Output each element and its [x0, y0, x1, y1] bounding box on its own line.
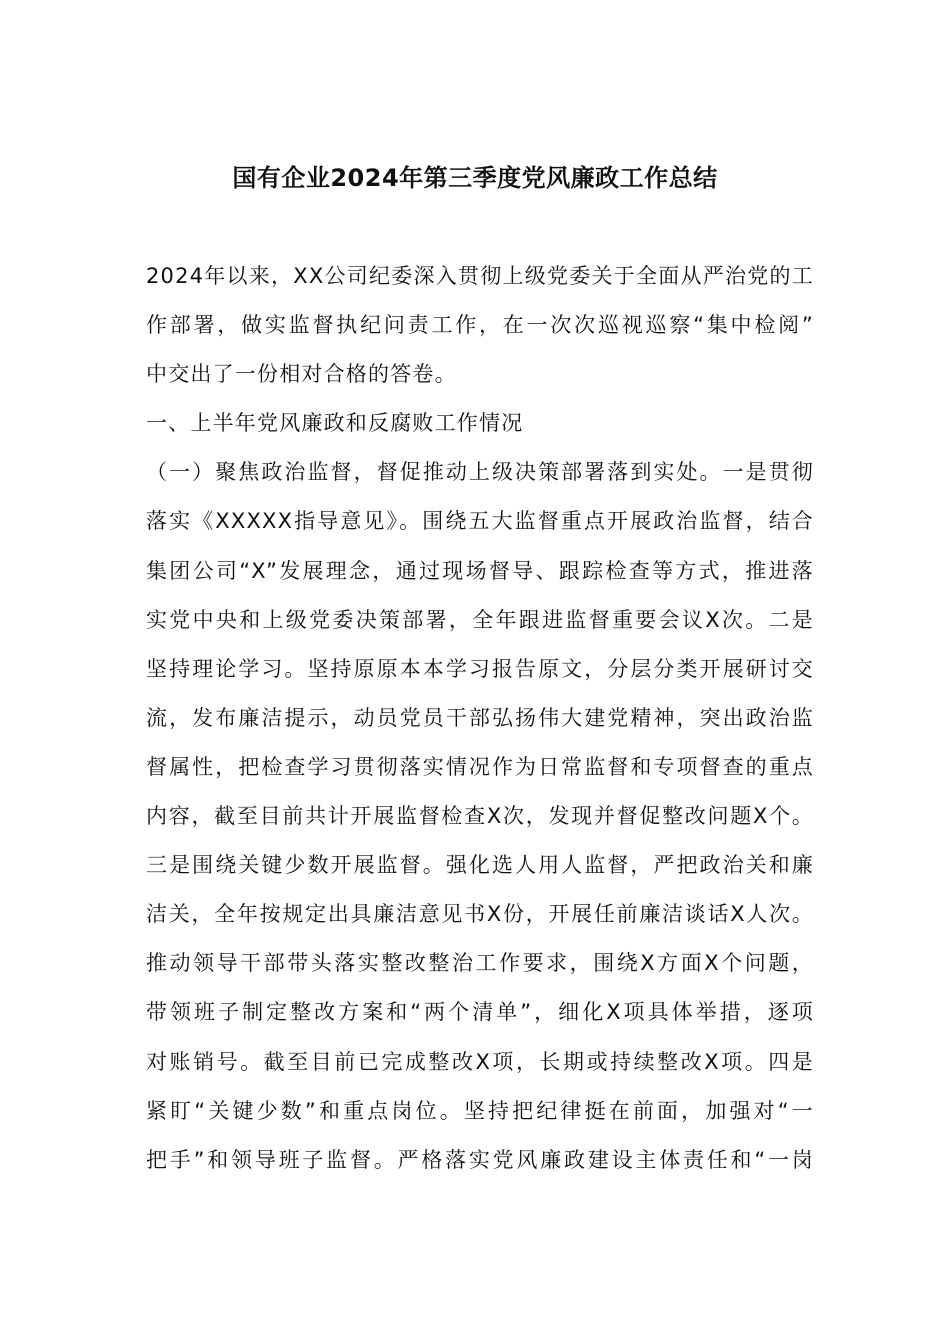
- paragraph-line: 三是围绕关键少数开展监督。强化选人用人监督，严把政治关和廉: [146, 853, 814, 878]
- paragraph-line: 作部署，做实监督执纪问责工作，在一次次巡视巡察“集中检阅”: [146, 313, 814, 338]
- paragraph-line: （一）聚焦政治监督，督促推动上级决策部署落到实处。一是贯彻: [146, 460, 814, 485]
- paragraph-line: 对账销号。截至目前已完成整改X项，长期或持续整改X项。四是: [146, 1049, 814, 1074]
- document-body: [146, 252, 814, 1185]
- paragraph-line: 洁关，全年按规定出具廉洁意见书X份，开展任前廉洁谈话X人次。: [146, 902, 814, 927]
- paragraph-line: 内容，截至目前共计开展监督检查X次，发现并督促整改问题X个。: [146, 804, 814, 829]
- paragraph-line: 督属性，把检查学习贯彻落实情况作为日常监督和专项督查的重点: [146, 754, 814, 779]
- paragraph-line: 2024年以来，XX公司纪委深入贯彻上级党委关于全面从严治党的工: [146, 264, 814, 288]
- section-heading: 一、上半年党风廉政和反腐败工作情况: [146, 411, 524, 436]
- paragraph-line: 紧盯“关键少数”和重点岗位。坚持把纪律挺在前面，加强对“一: [146, 1098, 814, 1123]
- paragraph-line: 集团公司“X”发展理念，通过现场督导、跟踪检查等方式，推进落: [146, 558, 814, 583]
- paragraph-line: 实党中央和上级党委决策部署，全年跟进监督重要会议X次。二是: [146, 607, 814, 632]
- paragraph-line: 带领班子制定整改方案和“两个清单”，细化X项具体举措，逐项: [146, 1000, 814, 1025]
- paragraph-line: 坚持理论学习。坚持原原本本学习报告原文，分层分类开展研讨交: [146, 656, 814, 681]
- paragraph-line: 落实《XXXXX指导意见》。围绕五大监督重点开展政治监督，结合: [146, 509, 814, 534]
- paragraph-line: 把手”和领导班子监督。严格落实党风廉政建设主体责任和“一岗: [146, 1147, 814, 1172]
- paragraph-line: 中交出了一份相对合格的答卷。: [146, 362, 457, 387]
- document-title: 国有企业2024年第三季度党风廉政工作总结: [232, 164, 718, 192]
- paragraph-line: 流，发布廉洁提示，动员党员干部弘扬伟大建党精神，突出政治监: [146, 705, 814, 730]
- paragraph-line: 推动领导干部带头落实整改整治工作要求，围绕X方面X个问题，: [146, 951, 814, 976]
